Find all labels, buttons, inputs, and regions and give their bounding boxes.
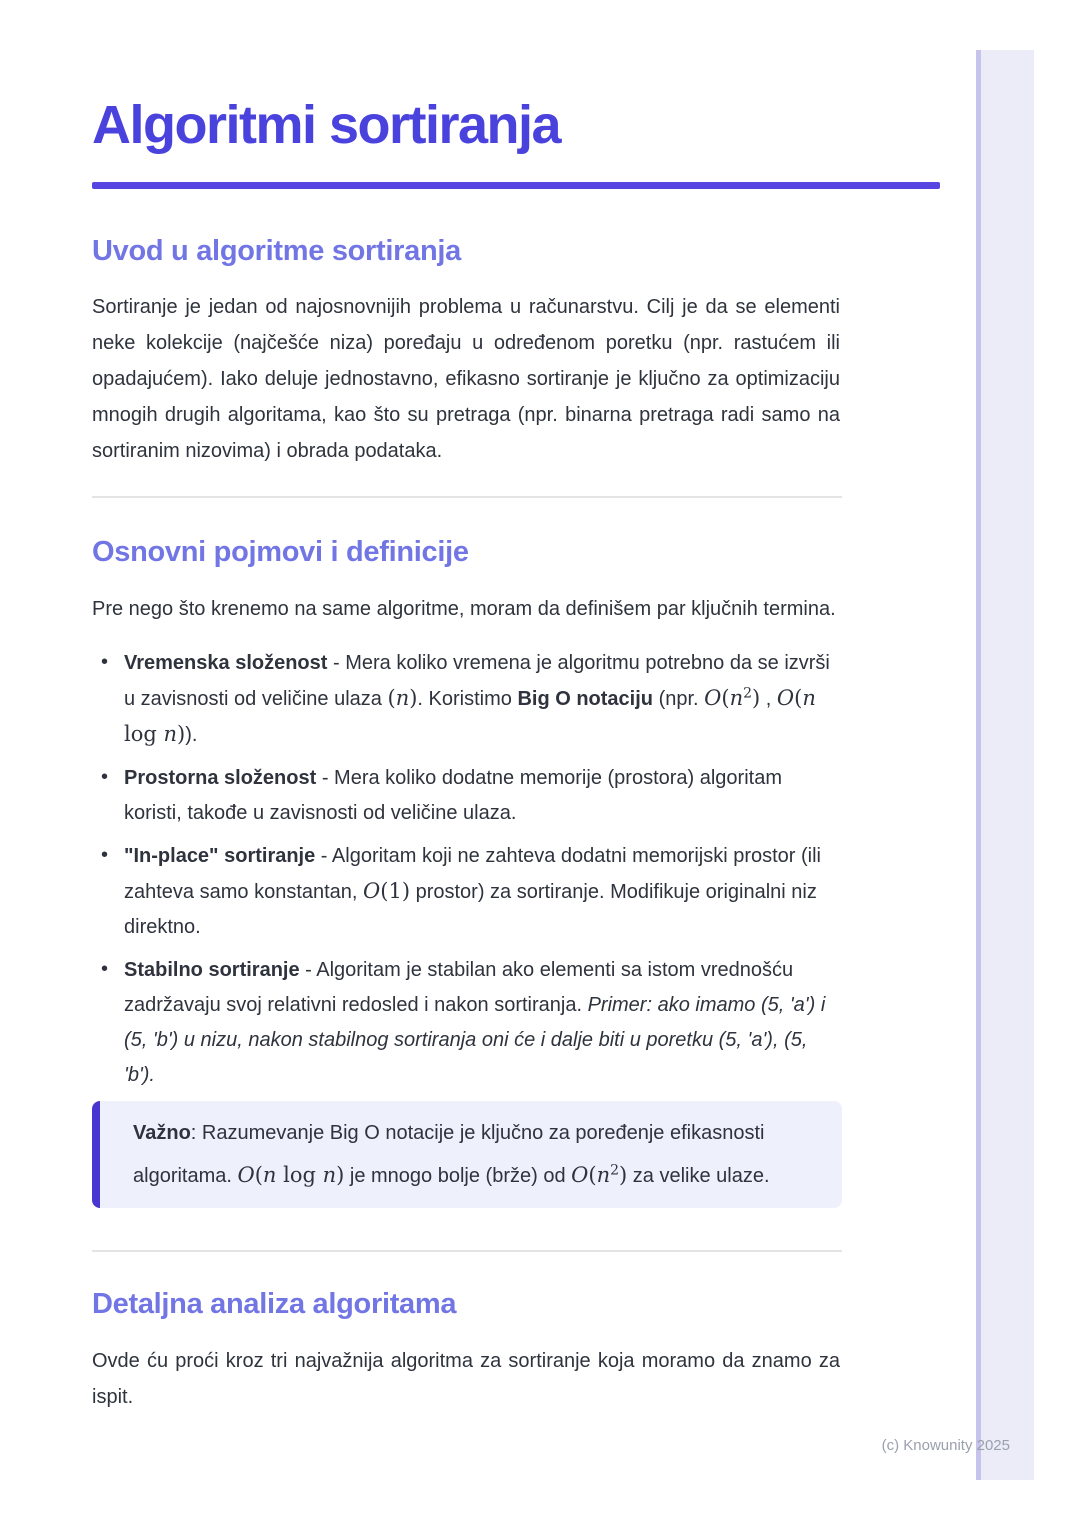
important-callout (92, 1101, 842, 1208)
list-item-text: "In-place" sortiranje - Algoritam koji ne zahteva dodatni memorijski prostor (ili zahteva samo konstantan, O(1) prostor) za sortiranje. Modifikuje originalni niz direktno. (124, 845, 822, 938)
definitions-list (92, 646, 840, 1093)
title-underline (92, 182, 940, 189)
bullet-icon: • (101, 766, 109, 788)
list-item-in-place (92, 839, 840, 945)
bullet-icon: • (101, 844, 109, 866)
section-heading-analiza: Detaljna analiza algoritama (92, 1288, 457, 1320)
list-item-text: Stabilno sortiranje - Algoritam je stabilan ako elementi sa istom vrednošću zadržavaju svoj relativni redosled i nakon sortiranja. Primer: ako imamo (5, 'a') i (5, 'b') u nizu, nakon stabilnog sortiranja oni će i dalje biti u poretku (5, 'a'), (5, 'b'). (124, 959, 826, 1086)
copyright-footer: (c) Knowunity 2025 (881, 1437, 1010, 1454)
list-item-prostorna-slozenost (92, 761, 840, 831)
analysis-intro-paragraph: Ovde ću proći kroz tri najvažnija algoritma za sortiranje koja moramo da znamo za ispit. (92, 1350, 840, 1408)
document-page (92, 0, 940, 1415)
section-divider (92, 1250, 842, 1252)
bullet-icon: • (101, 651, 109, 673)
callout-text: Važno: Razumevanje Big O notacije je ključno za poređenje efikasnosti algoritama. O(n log n) je mnogo bolje (brže) od $O(n^2)$ za velike ulaze. (133, 1122, 770, 1187)
terms-intro-paragraph: Pre nego što krenemo na same algoritme, moram da definišem par ključnih termina. (92, 598, 836, 620)
bullet-icon: • (101, 958, 109, 980)
list-item-text: Prostorna složenost - Mera koliko dodatne memorije (prostora) algoritam koristi, takođe u zavisnosti od veličine ulaza. (124, 767, 782, 824)
section-divider (92, 496, 842, 498)
list-item-text: Vremenska složenost - Mera koliko vremena je algoritmu potrebno da se izvrši u zavisnosti od veličine ulaza (n). Koristimo Big O notaciju (npr. $O(n^2)$ , O(n log n)). (124, 652, 830, 746)
list-item-stabilno-sortiranje (92, 953, 840, 1093)
intro-paragraph: Sortiranje je jedan od najosnovnijih problema u računarstvu. Cilj je da se elementi neke kolekcije (najčešće niza) poređaju u određenom poretku (npr. rastućem ili opadajućem). Iako deluje jednostavno, efikasno sortiranje je ključno za optimizaciju mnogih drugih algoritama, kao što su pretraga (npr. binarna pretraga radi samo na sortiranim nizovima) i obrada podataka. (92, 296, 840, 462)
section-heading-uvod: Uvod u algoritme sortiranja (92, 235, 461, 267)
page-title: Algoritmi sortiranja (92, 95, 561, 155)
section-heading-pojmovi: Osnovni pojmovi i definicije (92, 536, 469, 568)
right-accent-bar (976, 50, 1034, 1480)
list-item-vremenska-slozenost (92, 646, 840, 753)
